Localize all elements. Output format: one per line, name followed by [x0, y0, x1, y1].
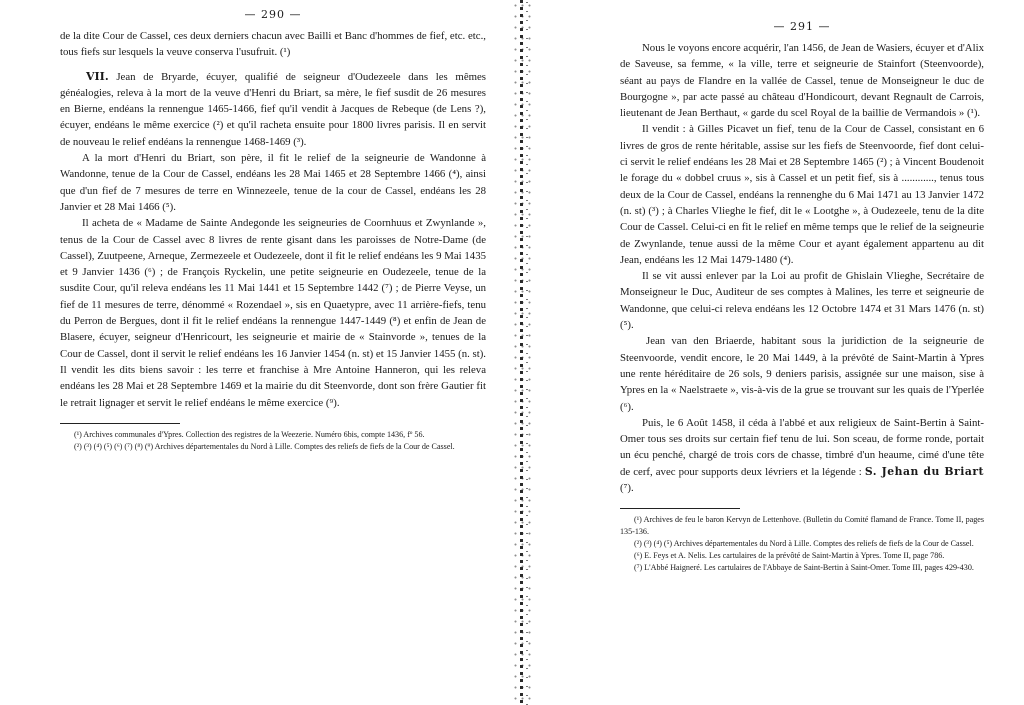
right-paragraph-5-text: Puis, le 6 Août 1458, il céda à l'abbé et aux religieux de Saint-Bertin à Saint-Omer tous ses droits sur certain fief tenu de lui. Son sceau, de forme ronde, portait un écu penché, chargé de trois cors de chasse, timbré d'un heaume, cimé d'une tête de cerf, avec pour supports deux lévriers et la légende :	[620, 416, 984, 478]
right-footnote-1: (¹) Archives de feu le baron Kervyn de Lettenhove. (Bulletin du Comité flamand de France. Tome II, pages 135-136.	[620, 515, 984, 537]
section-heading-number: VII.	[86, 69, 109, 83]
right-paragraph-4: Jean van den Briaerde, habitant sous la juridiction de la seigneurie de Steenvoorde, vendit encore, le 20 Mai 1449, à la prévôté de Saint-Martin à Ypres une rente héréditaire de 26 sols, 9 deniers parisis, assignée sur une maison, sise à Ypres en la « Naelstraete », vis-à-vis de la grue se trouvant sur les quais de l'Yperlée (⁶).	[620, 335, 984, 413]
right-paragraph-2: Il vendit : à Gilles Picavet un fief, tenu de la Cour de Cassel, consistant en 6 livres de gros de rente héritable, assise sur les fiefs de Steenvoorde, fief dont celui-ci servit le relief endéans les 28 Mai et 28 Septembre 1465 (²) ; à Vincent Boudenoit le forage du « dobbel cruus », sis à Cassel et un petit fief, sis à ............, tenus tous deux de la Cour de Cassel, endéans la rennenghe du 6 Mai 1471 au 13 Janvier 1472 (n. st) (³) ; à Charles Vlieghe le fief, dit le « Lootghe », à Oudezeele, tenu de la dite Cour de Cassel. Celui-ci en fit le relief en même temps que le relief de la seigneurie de Zwynlande, tenue aussi de la même Cour et ayant également appartenu au dit Jean, endéans les 12 Mai 1479-1480 (⁴).	[620, 123, 984, 266]
right-footnote-3: (⁶) E. Feys et A. Nelis. Les cartulaires de la prévôté de Saint-Martin à Ypres. Tome II, page 786.	[634, 551, 945, 561]
left-paragraph-1: de la dite Cour de Cassel, ces deux derniers chacun avec Bailli et Banc d'hommes de fief, etc. etc., tous fiefs sur lesquels la veuve conserva l'usufruit. (¹)	[60, 30, 486, 59]
right-paragraph-3: Il se vit aussi enlever par la Loi au profit de Ghislain Vlieghe, Secrétaire de Monseigneur le Duc, Auditeur de ses comptes à Malines, les terre et seigneurie de Wandonne, que celui-ci releva endéans les 12 Octobre 1474 et 31 Mars 1476 (n. st) (⁵).	[620, 270, 984, 332]
left-paragraph-2-text: Jean de Bryarde, écuyer, qualifié de seigneur d'Oudezeele dans les mêmes généalogies, releva à la mort de la veuve d'Henri du Briart, sa mère, le fief susdit de 26 mesures en Bierne, endéans la rennengue 1465-1466, fief qu'il vendit à Jacques de Rebeque (de Lens ?), écuyer, endéans le même exercice (²) et qu'il racheta ensuite pour 1800 livres parisis. Il en servit de nouveau le relief endéans la rennengue 1468-1469 (³).	[60, 70, 487, 148]
right-paragraph-1: Nous le voyons encore acquérir, l'an 1456, de Jean de Wasiers, écuyer et d'Alix de Saveuse, sa femme, « la ville, terre et seigneurie de Stainfort (Steenvoorde), séant au pays de Flandre en la vallée de Cassel, tenue de Monseigneur le duc de Bourgogne », par acte passé au château d'Hondicourt, devant Regnault de Carrois, lieutenant de Jean Berthaut, « garde du scel Royal de la baillie de Vermandois » (¹).	[620, 42, 984, 120]
left-page-number: — 290 —	[244, 8, 302, 21]
left-page-body	[60, 28, 486, 411]
right-page-body	[620, 40, 984, 496]
left-footnote-2: (²) (³) (⁴) (⁵) (⁶) (⁷) (⁸) (⁹) Archives départementales du Nord à Lille. Comptes des reliefs de fiefs de la Cour de Cassel.	[74, 441, 455, 451]
right-page	[534, 0, 1024, 705]
gutter-speckle	[512, 0, 534, 705]
left-paragraph-3: A la mort d'Henri du Briart, son père, il fit le relief de la seigneurie de Wandonne à Wandonne, tenue de la Cour de Cassel, endéans les 28 Mai 1465 et 28 Septembre 1466 (⁴), ainsi que d'un fief de 7 mesures de terre en Winnezeele, tenue de la cour de Cassel, endéans les 28 Janvier et 28 Mai 1466 (⁵).	[60, 152, 486, 213]
seal-legend: S. Jehan du Briart	[864, 464, 984, 478]
left-footnote-rule	[60, 423, 180, 424]
left-footnotes	[60, 429, 486, 453]
right-paragraph-5	[620, 415, 984, 496]
left-footnote-1: (¹) Archives communales d'Ypres. Collection des registres de la Weezerie. Numéro 6bis, compte 1436, fº 56.	[74, 429, 425, 439]
seal-footnote-ref: (⁷).	[620, 482, 634, 495]
right-footnote-4: (⁷) L'Abbé Haigneré. Les cartulaires de l'Abbaye de Saint-Bertin à Saint-Omer. Tome III, pages 429-430.	[634, 563, 974, 573]
right-page-number: — 291 —	[773, 20, 831, 33]
right-footnotes	[620, 514, 984, 574]
book-gutter	[512, 0, 534, 705]
right-footnote-2: (²) (³) (⁴) (⁵) Archives départementales du Nord à Lille. Comptes des reliefs de fiefs de la Cour de Cassel.	[634, 539, 974, 549]
right-footnote-rule	[620, 508, 740, 509]
left-paragraph-2	[60, 69, 486, 150]
left-paragraph-4: Il acheta de « Madame de Sainte Andegonde les seigneuries de Coornhuus et Zwynlande », tenus de la Cour de Cassel avec 8 livres de rente gisant dans les paroisses de Notre-Dame (de Cassel), Zuutpeene, Arneque, Zermezeele et Oudezeele, dont il fit le relief endéans les 9 Mai 1435 et 9 Janvier 1436 (⁶) ; de François Ryckelin, une petite seigneurie en Oudezeele, tenue de la susdite Cour, qu'il releva endéans les 11 Mai 1441 et 15 Septembre 1442 (⁷) ; de Pierre Veyse, un fief de 11 mesures de terre, dénommé « Rozendael », sis en Quaetypre, avec 11 arrière-fiefs, tenu du Perron de Bergues, dont il fit le relief endéans la rennengue 1447-1449 (⁸) et enfin de Jean de Blasere, écuyer, seigneur d'Henricourt, les seigneurie et mairie de « Stainvorde », tenues de la Cour de Cassel, dont il servit le relief endéans les 16 Janvier 1454 (n. st) et 15 Janvier 1455 (n. st). Il vendit les dits biens savoir : les terre et franchise à Mre Antoine Hanneron, qui les releva endéans les 28 Mai et 28 Septembre 1469 et la mairie du dit Steenvorde, dont son frère Gautier fit le retrait lignager et servit le relief endéans le même exercice (⁹).	[60, 217, 486, 409]
